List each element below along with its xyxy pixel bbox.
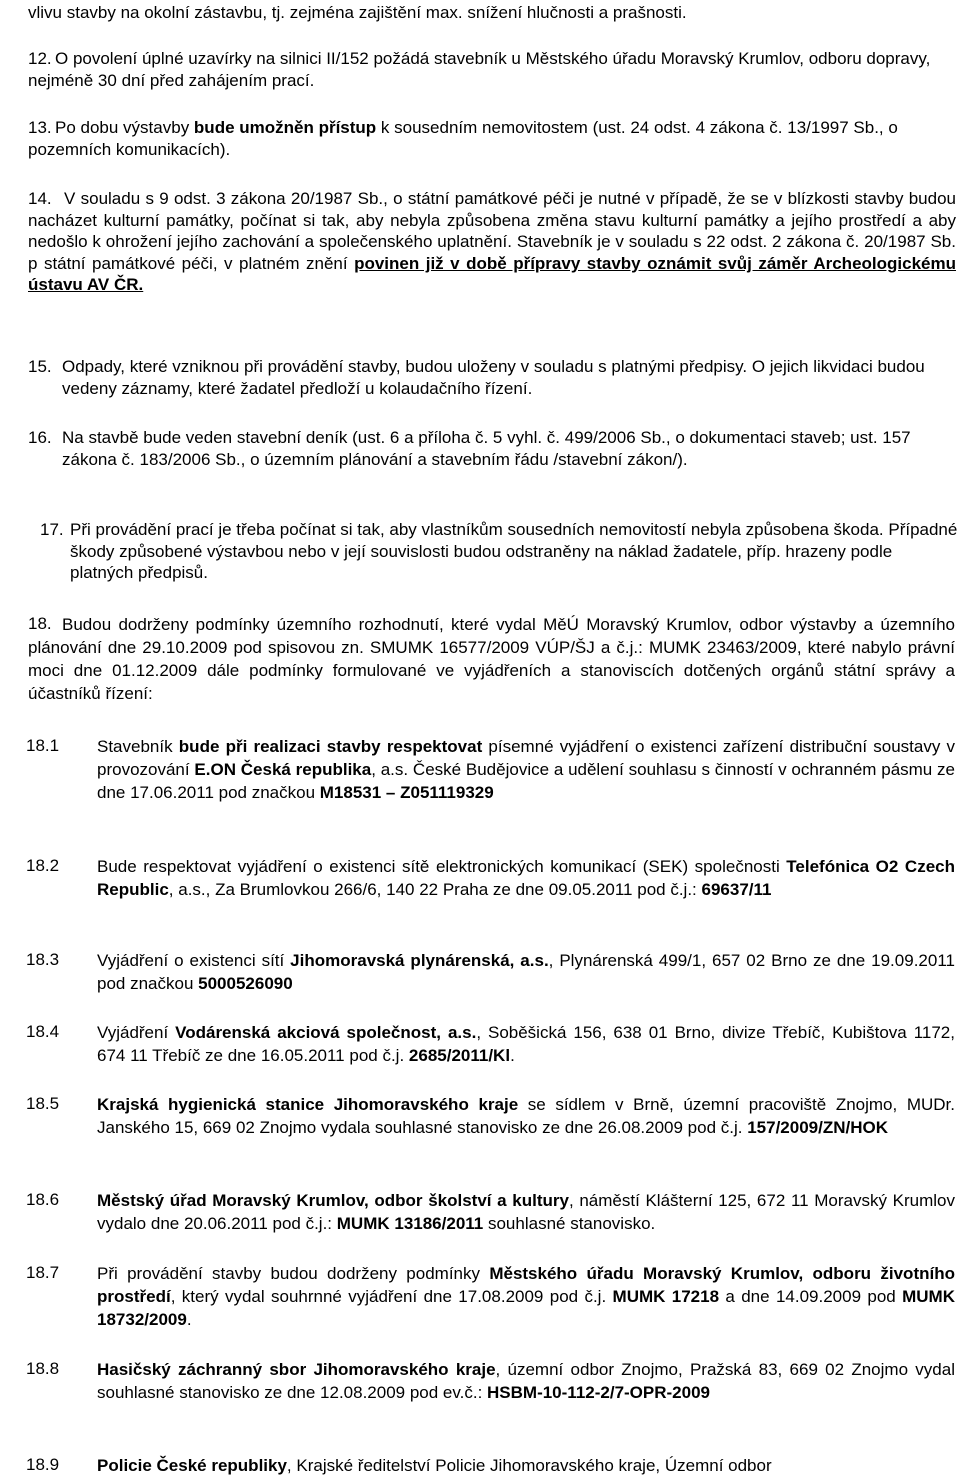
text-run: a dne 14.09.2009 pod [719,1287,903,1306]
bold-run: Městského úřadu Moravský Krumlov, odboru životního prostředí [97,1264,955,1306]
text-run: , Plynárenská 499/1, 657 02 Brno ze dne 19.09.2011 pod značkou [97,951,955,993]
subcondition-number: 18.5 [26,1094,60,1113]
bold-run: Jihomoravská plynárenská, a.s. [290,951,549,970]
subcondition-text [97,1358,955,1404]
subcondition-text [97,1093,955,1139]
intro-line: vlivu stavby na okolní zástavbu, tj. zejména zajištění max. snížení hlučnosti a prašnosti. [28,3,687,22]
text-run: Vyjádření o existenci sítí [97,951,291,970]
bold-run: HSBM-10-112-2/7-OPR-2009 [487,1383,710,1402]
text-run: Bude respektovat vyjádření o existenci sítě elektronických komunikací (SEK) společnosti [97,857,787,876]
condition-text [28,117,958,160]
condition-number: 13. [28,118,52,137]
bold-run: 157/2009/ZN/HOK [747,1118,889,1137]
underlined-run: povinen již v době přípravy stavby oznámit svůj záměr Archeologickému ústavu AV ČR. [28,253,956,295]
bold-run: E.ON Česká republika [194,760,372,779]
bold-run: 69637/11 [701,880,772,899]
text-run: písemné vyjádření o existenci zařízení distribuční soustavy v provozování [97,737,956,779]
text-run: souhlasné stanovisko. [483,1214,656,1233]
bold-run: 2685/2011/Kl [408,1046,511,1065]
condition-number: 18. [28,614,52,633]
condition-text: Při provádění prací je třeba počínat si tak, aby vlastníkům sousedních nemovitostí nebyla způsobena škoda. Případné škody způsobené výstavbou nebo v její souvislosti budou odstraněny na náklad žadatele, příp. hrazeny podle platných předpisů. [70,520,958,582]
subcondition-number: 18.8 [26,1359,60,1378]
bold-run: M18531 – Z051119329 [319,783,494,802]
condition-number: 12. [28,49,52,68]
subcondition-number: 18.9 [26,1455,60,1474]
subcondition-number: 18.7 [26,1263,60,1282]
subcondition-number: 18.3 [26,950,60,969]
text-run: , Soběšická 156, 638 01 Brno, divize Třebíč, Kubištova 1172, 674 11 Třebíč ze dne 16.05.2011 pod č.j. [97,1023,955,1065]
bold-run: MUMK 17218 [612,1287,720,1306]
condition-text: Odpady, které vzniknou při provádění stavby, budou uloženy v souladu s platnými předpisy. O jejich likvidaci budou vedeny záznamy, které žadatel předloží u kolaudačního řízení. [62,357,925,398]
text-run: , a.s. České Budějovice a udělení souhlasu s činností v ochranném pásmu ze dne 17.06.2011 pod značkou [97,760,956,802]
bold-run: Telefónica O2 Czech Republic [97,857,955,899]
condition-number: 16. [28,428,52,447]
subcondition-text [97,949,955,995]
bold-run: MUMK 18732/2009 [97,1287,955,1329]
bold-run: bude umožněn přístup [193,118,377,137]
text-run: k sousedním nemovitostem (ust. 24 odst. 4 zákona č. 13/1997 Sb., o pozemních komunikacích). [28,118,898,159]
bold-run: Vodárenská akciová společnost, a.s. [175,1023,477,1042]
condition-text [28,48,958,91]
condition-text: Na stavbě bude veden stavební deník (ust. 6 a příloha č. 5 vyhl. č. 499/2006 Sb., o dokumentaci staveb; ust. 157 zákona č. 183/2006 Sb., o územním plánování a stavebním řádu /stavební zákon/). [62,428,911,469]
bold-run: Krajská hygienická stanice Jihomoravského kraje [97,1095,519,1114]
bold-run: MUMK 13186/2011 [336,1214,484,1233]
bold-run: Policie České republiky [97,1456,287,1475]
text-run: Po dobu výstavby [55,118,194,137]
condition-number: 17. [40,520,64,539]
subcondition-text [97,1262,955,1331]
condition-number: 15. [28,357,52,376]
text-run: , a.s., Za Brumlovkou 266/6, 140 22 Praha ze dne 09.05.2011 pod č.j.: [168,880,702,899]
text-run: se sídlem v Brně, územní pracoviště Znojmo, MUDr. Janského 15, 669 02 Znojmo vydala souhlasné stanovisko ze dne 26.08.2009 pod č.j. [97,1095,956,1137]
text-run: , Krajské ředitelství Policie Jihomoravského kraje, Územní odbor [286,1456,772,1475]
bold-run: Městský úřad Moravský Krumlov, odbor školství a kultury [97,1191,569,1210]
text-run: , náměstí Klášterní 125, 672 11 Moravský Krumlov vydalo dne 20.06.2011 pod č.j.: [97,1191,955,1233]
condition-number: 14. [28,189,52,208]
text-run: , územní odbor Znojmo, Pražská 83, 669 02 Znojmo vydal souhlasné stanovisko ze dne 12.08.2009 pod ev.č.: [97,1360,955,1402]
text-run: . [186,1310,192,1329]
condition-text [28,188,956,296]
subcondition-number: 18.4 [26,1022,60,1041]
bold-run: Hasičský záchranný sbor Jihomoravského kraje [97,1360,496,1379]
subcondition-text [97,1189,955,1235]
text-run: Stavebník [97,737,179,756]
subcondition-text [97,735,955,804]
text-run: Vyjádření [97,1023,176,1042]
text-run: . [510,1046,515,1065]
subcondition-text [97,1454,955,1477]
bold-run: 5000526090 [198,974,293,993]
condition-text-body: O povolení úplné uzavírky na silnici II/152 požádá stavebník u Městského úřadu Moravský Krumlov, odboru dopravy, nejméně 30 dní před zahájením prací. [28,49,931,90]
subcondition-number: 18.6 [26,1190,60,1209]
text-run: V souladu s 9 odst. 3 zákona 20/1987 Sb., o státní památkové péči je nutné v případě, že se v blízkosti stavby budou nacházet kulturní památky, počínat si tak, aby nebyla způsobena změna stavu kulturní památky a jejího prostředí a aby nedošlo k ohrožení jejího zachování a společenského uplatnění. Stavebník je v souladu s 22 odst. 2 zákona č. 20/1987 Sb. p státní památkové péči, v platném znění [28,189,956,273]
bold-run: bude při realizaci stavby respektovat [178,737,483,756]
subcondition-text [97,1021,955,1067]
subcondition-number: 18.1 [26,736,60,755]
subcondition-number: 18.2 [26,856,60,875]
condition-text: Budou dodrženy podmínky územního rozhodnutí, které vydal MěÚ Moravský Krumlov, odbor výstavby a územního plánování dne 29.10.2009 pod spisovou zn. SMUMK 16577/2009 VÚP/ŠJ a č.j.: MUMK 23463/2009, které nabylo právní moci dne 01.12.2009 dále podmínky formulované ve vyjádřeních a stanoviscích dotčených orgánů státní správy a účastníků řízení: [28,615,955,703]
subcondition-text [97,855,955,901]
text-run: , který vydal souhrnné vyjádření dne 17.08.2009 pod č.j. [170,1287,613,1306]
text-run: Při provádění stavby budou dodrženy podmínky [97,1264,490,1283]
